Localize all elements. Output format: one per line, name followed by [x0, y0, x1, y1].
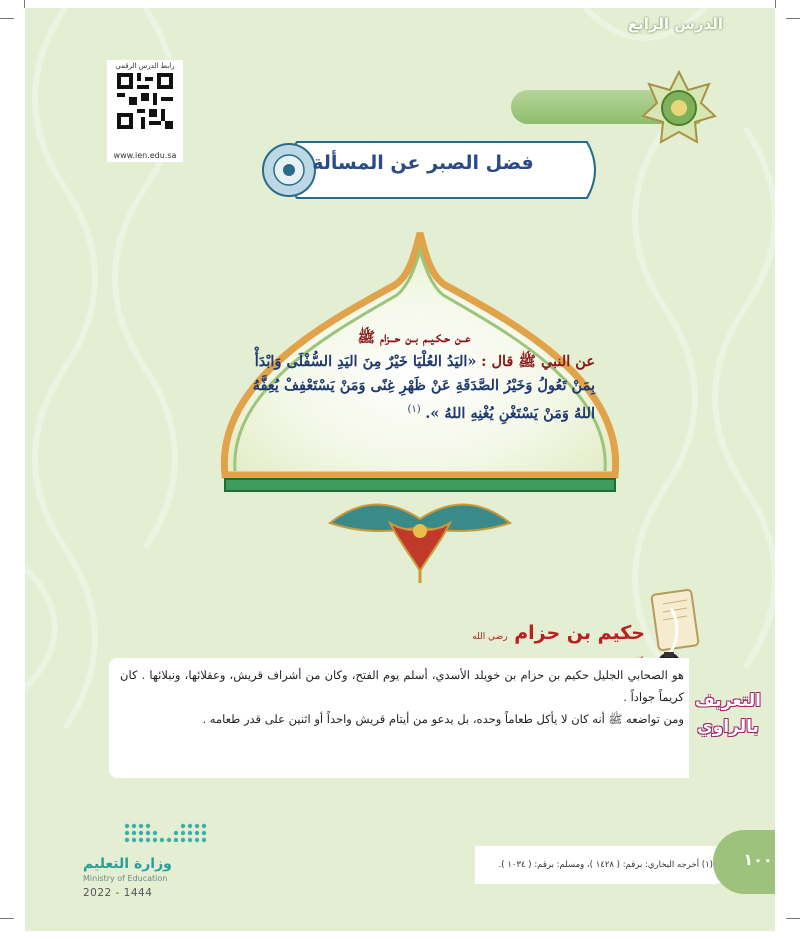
qr-code-block[interactable]: [107, 60, 183, 162]
crop-mark: [775, 0, 776, 8]
hadith-quote: «اليَدُ العُلْيَا خَيْرٌ مِنَ اليَدِ السُّفْلَى وَابْدَأْ بِمَنْ تَعُولُ وَخَيْرُ الصَّدَقَةِ عَنْ ظَهْرِ غِنًى وَمَنْ يَسْتَعْفِفْ يُعِفَّهُ اللهُ وَمَنْ يَسْتَغْنِ يُغْنِهِ اللهُ ».: [252, 353, 595, 422]
honorific: رضي الله: [472, 632, 508, 642]
bio-paragraph-2: ومن تواضعه ﷺ أنه كان لا يأكل طعاماً وحده، بل يدعو من أيتام قريش واحداً أو اثنين على قدر طعامه .: [202, 712, 684, 726]
hadith-narrator: عــن حـكـيــم بــن حـــزام ﷺ: [357, 329, 471, 346]
ministry-year: 2022 - 1444: [83, 887, 153, 899]
hadith-footnote-ref: (١): [407, 404, 421, 415]
crop-mark: [786, 18, 800, 19]
textbook-page: [25, 8, 775, 931]
star-ornament-icon: [641, 70, 717, 146]
crop-mark: [0, 18, 14, 19]
ministry-name-en: Ministry of Education: [83, 874, 168, 883]
bio-paragraph-1: هو الصحابي الجليل حكيم بن حزام بن خويلد الأسدي، أسلم يوم الفتح، وكان من أشراف قريش، وعقلائها، ونبلائها . كان كريماً جواداً .: [120, 668, 684, 704]
crop-mark: [0, 918, 14, 919]
crop-mark: [786, 918, 800, 919]
qr-url: www.ien.edu.sa: [113, 151, 177, 160]
narrator-bio: [120, 664, 684, 730]
lesson-tag-label: الدرس الرابع: [627, 15, 723, 33]
floral-ornament-icon: [330, 504, 510, 583]
page-number: ١٠٠: [743, 850, 773, 869]
lesson-title: فضل الصبر عن المسألة: [312, 152, 534, 174]
narrator-name: حكيم بن حزام: [514, 622, 645, 644]
ministry-name-ar: وزارة التعليم: [83, 856, 172, 872]
crop-mark: [24, 0, 25, 8]
narrator-intro-label: التعريف بالراوي: [695, 691, 761, 737]
qr-caption: رابط الدرس الرقمي: [115, 62, 175, 70]
footnote: (١) أخرجه البخاري: برقم: ( ١٤٢٨ )، ومسلم: برقم: ( ١٠٣٤ ).: [498, 860, 713, 870]
hadith-intro: عن النبي ﷺ قال :: [481, 353, 595, 370]
ministry-logo-icon: [121, 820, 213, 850]
qr-code-icon: [117, 73, 173, 129]
hadith-text: [233, 326, 595, 426]
